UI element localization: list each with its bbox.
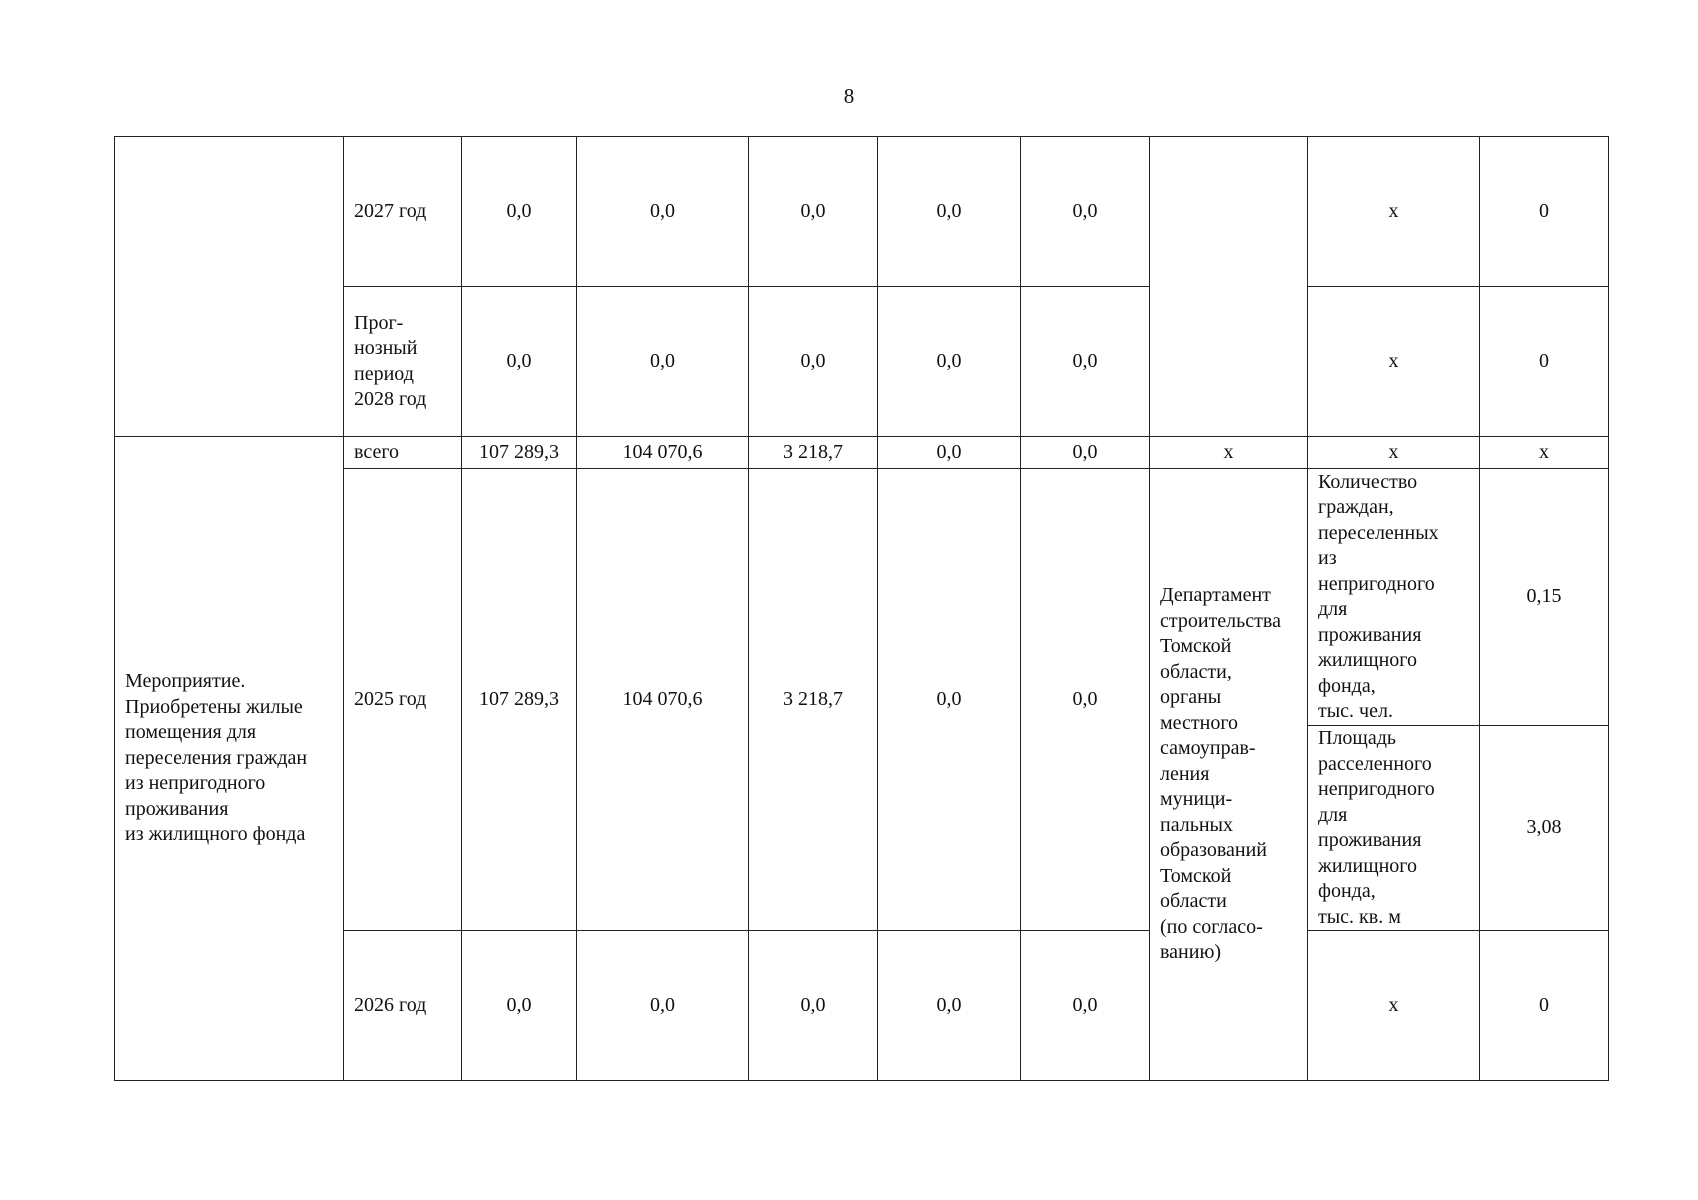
value-cell: 0,0 <box>878 931 1021 1081</box>
value-cell: 0,0 <box>1021 469 1150 931</box>
value-cell: 0,0 <box>1021 931 1150 1081</box>
indicator-cell: Количество граждан, переселенных из непригодного для проживания жилищного фонда, тыс. чел. <box>1318 470 1439 722</box>
indicator-value-cell: 3,08 <box>1480 726 1609 931</box>
value-cell: 0,0 <box>577 287 749 437</box>
period-cell: всего <box>344 437 462 469</box>
indicator-cell: Площадь расселенного непригодного для проживания жилищного фонда, тыс. кв. м <box>1318 727 1435 928</box>
value-cell: 0,0 <box>878 469 1021 931</box>
value-cell: 3 218,7 <box>749 437 878 469</box>
indicator-value-cell: 0 <box>1480 931 1609 1081</box>
value-cell: 107 289,3 <box>462 437 577 469</box>
period-cell: 2025 год <box>344 469 462 931</box>
value-cell: 0,0 <box>1021 287 1150 437</box>
executor-cell: х <box>1150 437 1308 469</box>
indicator-value-cell: 0 <box>1480 137 1609 287</box>
indicator-value-cell: 0,15 <box>1480 469 1609 726</box>
indicator-value-cell: 0 <box>1480 287 1609 437</box>
indicator-cell: х <box>1308 437 1480 469</box>
indicator-cell: х <box>1308 137 1480 287</box>
value-cell: 0,0 <box>462 287 577 437</box>
value-cell: 0,0 <box>749 931 878 1081</box>
page-number: 8 <box>843 84 855 108</box>
value-cell: 0,0 <box>462 137 577 287</box>
executor-cell: Департамент строительства Томской области, органы местного самоуправ- ления муници- пальных образований Томской области (по согласо- ванию) <box>1160 584 1281 964</box>
period-cell: 2026 год <box>344 931 462 1081</box>
value-cell: 0,0 <box>577 931 749 1081</box>
period-cell: 2027 год <box>344 137 462 287</box>
table-row <box>115 437 1609 469</box>
value-cell: 0,0 <box>878 287 1021 437</box>
value-cell: 3 218,7 <box>749 469 878 931</box>
value-cell: 0,0 <box>577 137 749 287</box>
indicator-value-cell: х <box>1480 437 1609 469</box>
program-table <box>114 136 1609 1081</box>
empty-measure-cell <box>115 137 344 437</box>
table-row <box>115 137 1609 287</box>
value-cell: 104 070,6 <box>577 469 749 931</box>
measure-title: Мероприятие. Приобретены жилые помещения для переселения граждан из непригодного проживания из жилищного фонда <box>125 670 308 846</box>
value-cell: 0,0 <box>1021 437 1150 469</box>
value-cell: 0,0 <box>462 931 577 1081</box>
value-cell: 104 070,6 <box>577 437 749 469</box>
indicator-cell: х <box>1308 931 1480 1081</box>
value-cell: 0,0 <box>878 137 1021 287</box>
value-cell: 107 289,3 <box>462 469 577 931</box>
value-cell: 0,0 <box>749 287 878 437</box>
value-cell: 0,0 <box>878 437 1021 469</box>
indicator-cell: х <box>1308 287 1480 437</box>
value-cell: 0,0 <box>749 137 878 287</box>
value-cell: 0,0 <box>1021 137 1150 287</box>
period-cell: Прог- нозный период 2028 год <box>354 311 427 410</box>
empty-executor-cell <box>1150 137 1308 437</box>
